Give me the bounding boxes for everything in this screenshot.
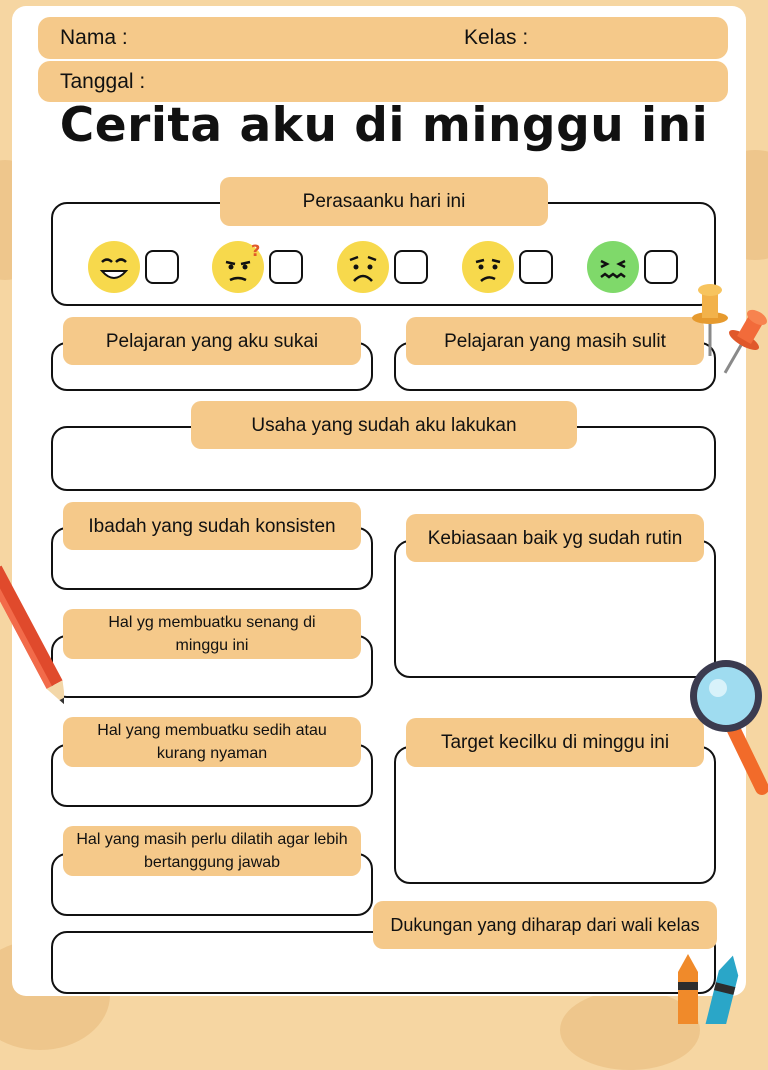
crayon-icon	[670, 952, 768, 1024]
happy-things-label: Hal yg membuatku senang di minggu ini	[63, 609, 361, 659]
practice-label: Hal yang masih perlu dilatih agar lebih bertanggung jawab	[63, 826, 361, 876]
mood-checkbox[interactable]	[394, 250, 428, 284]
svg-text:?: ?	[251, 241, 261, 260]
sad-things-label: Hal yang membuatku sedih atau kurang nyaman	[63, 717, 361, 767]
tanggal-label: Tanggal :	[60, 69, 146, 93]
nama-label: Nama :	[60, 26, 128, 49]
feeling-label: Perasaanku hari ini	[220, 177, 548, 226]
effort-label: Usaha yang sudah aku lakukan	[191, 401, 577, 449]
page-title: Cerita aku di minggu ini	[59, 98, 709, 153]
push-pin-icon	[720, 300, 768, 380]
pencil-icon	[0, 560, 64, 720]
habit-label: Kebiasaan baik yg sudah rutin	[406, 514, 704, 562]
mood-checkbox[interactable]	[269, 250, 303, 284]
favorite-subject-label: Pelajaran yang aku sukai	[63, 317, 361, 365]
target-label: Target kecilku di minggu ini	[406, 718, 704, 767]
mood-checkbox[interactable]	[644, 250, 678, 284]
confused-face-icon	[211, 240, 265, 294]
happy-face-icon	[87, 240, 141, 294]
sad-face-icon	[336, 240, 390, 294]
worship-label: Ibadah yang sudah konsisten	[63, 502, 361, 550]
support-label: Dukungan yang diharap dari wali kelas	[373, 901, 717, 949]
worried-face-icon	[461, 240, 515, 294]
sick-face-icon	[586, 240, 640, 294]
date-field[interactable]	[38, 61, 728, 102]
mood-checkbox[interactable]	[145, 250, 179, 284]
mood-checkbox[interactable]	[519, 250, 553, 284]
name-class-field[interactable]	[38, 17, 728, 59]
kelas-label: Kelas :	[464, 26, 529, 49]
magnifying-glass-icon	[682, 656, 768, 796]
difficult-subject-label: Pelajaran yang masih sulit	[406, 317, 704, 365]
